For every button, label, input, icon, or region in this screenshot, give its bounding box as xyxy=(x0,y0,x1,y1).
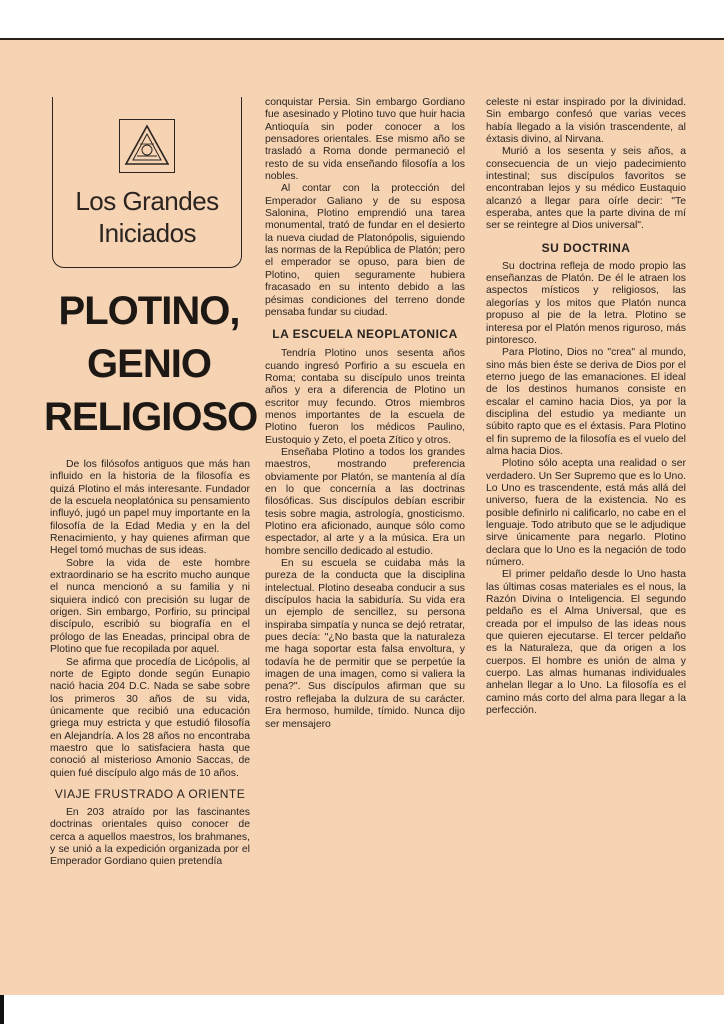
paragraph: Tendría Plotino unos sesenta años cuando ingresó Porfirio a su escuela en Roma; contaba su discípulo unos treinta años y era a diferencia de Plotino un escritor muy fecundo. Otros miembros menos importantes de la escuela de Plotino fueron los médicos Paulino, Eustoquio y Zeto, el poeta Zítico y otros. xyxy=(265,348,465,446)
column-2 xyxy=(265,97,465,731)
paragraph: conquistar Persia. Sin embargo Gordiano fue asesinado y Plotino tuvo que huir hacia Antioquía sin poder conocer a los pensadores orientales. Ese mismo año se trasladó a Roma donde permaneció el resto de su vida enseñando filosofía a los nobles. xyxy=(265,97,465,183)
section-heading: LA ESCUELA NEOPLATONICA xyxy=(272,327,458,342)
paragraph: De los filósofos antiguos que más han influido en la historia de la filosofía es quizá Plotino el más interesante. Fundador de la escuela neoplatónica su pensamiento influyó, jugó un papel muy importante en la filosofía de la Edad Media y en la del Renacimiento, y hay quienes afirman que Hegel tomó muchas de sus ideas. xyxy=(50,459,250,557)
section-heading: VIAJE FRUSTRADO A ORIENTE xyxy=(54,786,246,801)
paragraph: celeste ni estar inspirado por la divinidad. Sin embargo confesó que varias veces había llegado a la visión trascendente, al éxtasis divino, al Nirvana. xyxy=(486,97,686,146)
paragraph: Al contar con la protección del Emperador Galiano y de su esposa Salonina, Plotino emprendió una tarea monumental, trató de fundar en el desierto la nueva ciudad de Platonópolis, siguiendo las normas de la República de Platón; pero el emperador se opuso, para bien de Plotino, quien seguramente hubiera fracasado en su intento debido a las pésimas condiciones del terreno donde pensaba fundar su ciudad. xyxy=(265,183,465,318)
paragraph: El primer peldaño desde lo Uno hasta las últimas cosas materiales es el nous, la Razón Divina o Inteligencia. El segundo peldaño es el Alma Universal, que es creada por el impulso de las ideas nous que quieren ejecutarse. El tercer peldaño es la Naturaleza, que da origen a los cuerpos. El hombre es unión de alma y cuerpo. Las almas humanas individuales anhelan llegar a lo Uno. La filosofía es el camino más corto del alma para llegar a la perfección. xyxy=(486,569,686,717)
paragraph: Plotino sólo acepta una realidad o ser verdadero. Un Ser Supremo que es lo Uno. Lo Uno es trascendente, está más allá del universo, fuera de la existencia. No es posible definirlo ni calificarlo, no cabe en el lenguaje. Todo atributo que se le adjudique sirve únicamente para negarlo. Plotino declara que lo Uno es la negación de todo número. xyxy=(486,458,686,569)
series-line-1: Los Grandes xyxy=(75,186,219,216)
paragraph: Se afirma que procedía de Licópolis, al norte de Egipto donde según Eunapio nació hacia 204 D.C. Nada se sabe sobre los primeros 30 años de su vida, únicamente que recibió una educación griega muy estricta y que estudió filosofía en Alejandría. A los 28 años no encontraba maestro que lo satisfaciera hasta que conoció al misterioso Amonio Saccas, de quien fué discípulo algo más de 10 años. xyxy=(50,656,250,779)
column-3 xyxy=(486,97,686,718)
paragraph: Sobre la vida de este hombre extraordinario se ha escrito mucho aunque el nunca mencionó a su familia y ni siquiera indicó con precisión su lugar de origen. Sin embargo, Porfirio, su principal discípulo, escribió su biografía en el prólogo de las Eneadas, principal obra de Plotino que fue recopilada por aquel. xyxy=(50,557,250,656)
series-logo-box xyxy=(52,97,242,268)
column-1 xyxy=(50,459,250,869)
triangle-seal-icon xyxy=(119,119,175,173)
paragraph: Murió a los sesenta y seis años, a consecuencia de un viejo padecimiento intestinal; sus discípulos favoritos se encontraban lejos y su médico Eustaquio alcanzó a llegar para oírle decir: "Te esperaba, antes que la parte divina de mí ser se reintegre al Dios universal". xyxy=(486,146,686,232)
paragraph: Para Plotino, Dios no "crea" al mundo, sino más bien éste se deriva de Dios por el eterno juego de las emanaciones. El ideal de los destinos humanos consiste en escalar el camino hacia Dios, ya por la disciplina del estudio ya mediante un súbito rapto que es el éxtasis. Para Plotino el fin supremo de la filosofía es el vuelo del alma hacia Dios. xyxy=(486,347,686,457)
title-line-3: RELIGIOSO xyxy=(44,395,258,439)
scan-edge-mark xyxy=(0,995,4,1024)
series-line-2: Iniciados xyxy=(97,218,197,248)
series-name xyxy=(53,185,241,249)
title-line-2: GENIO xyxy=(87,342,211,386)
paragraph: En 203 atraído por las fascinantes doctrinas orientales quiso conocer de cerca a aquellos maestros, los brahmanes, y se unió a la expedición organizada por el Emperador Gordiano quien pretendía xyxy=(50,806,250,868)
paragraph: Su doctrina refleja de modo propio las enseñanzas de Platón. De él le atraen los aspectos místicos y religiosos, las alegorías y los mitos que Platón nunca propuso al pie de la letra. Plotino se interesa por el Platón menos riguroso, más pintoresco. xyxy=(486,260,686,346)
paragraph: Enseñaba Plotino a todos los grandes maestros, mostrando preferencia obviamente por Platón, se mantenía al día en lo que concernía a las doctrinas filosóficas. Sus discípulos debían escribir tesis sobre magia, astrología, gnosticismo. Plotino era aficionado, aunque sólo como espectador, al arte y a la música. Era un hombre sencillo dedicado al estudio. xyxy=(265,446,465,557)
paragraph: En su escuela se cuidaba más la pureza de la conducta que la disciplina intelectual. Plotino deseaba conducir a sus discípulos hacia la sabiduría. Su vida era un ejemplo de sencillez, su persona inspiraba simpatía y nunca se dejó retratar, pues decía: "¿No basta que la naturaleza me haga soportar esta falsa envoltura, y todavía he de permitir que se perpetúe la imagen de una imagen, como si valiera la pena?". Sus discípulos afirman que su rostro reflejaba la dulzura de su carácter. Era hermoso, humilde, tímido. Nunca dijo ser mensajero xyxy=(265,558,465,730)
article-title xyxy=(44,285,258,444)
title-line-1: PLOTINO, xyxy=(58,289,240,333)
section-heading: SU DOCTRINA xyxy=(541,240,631,255)
